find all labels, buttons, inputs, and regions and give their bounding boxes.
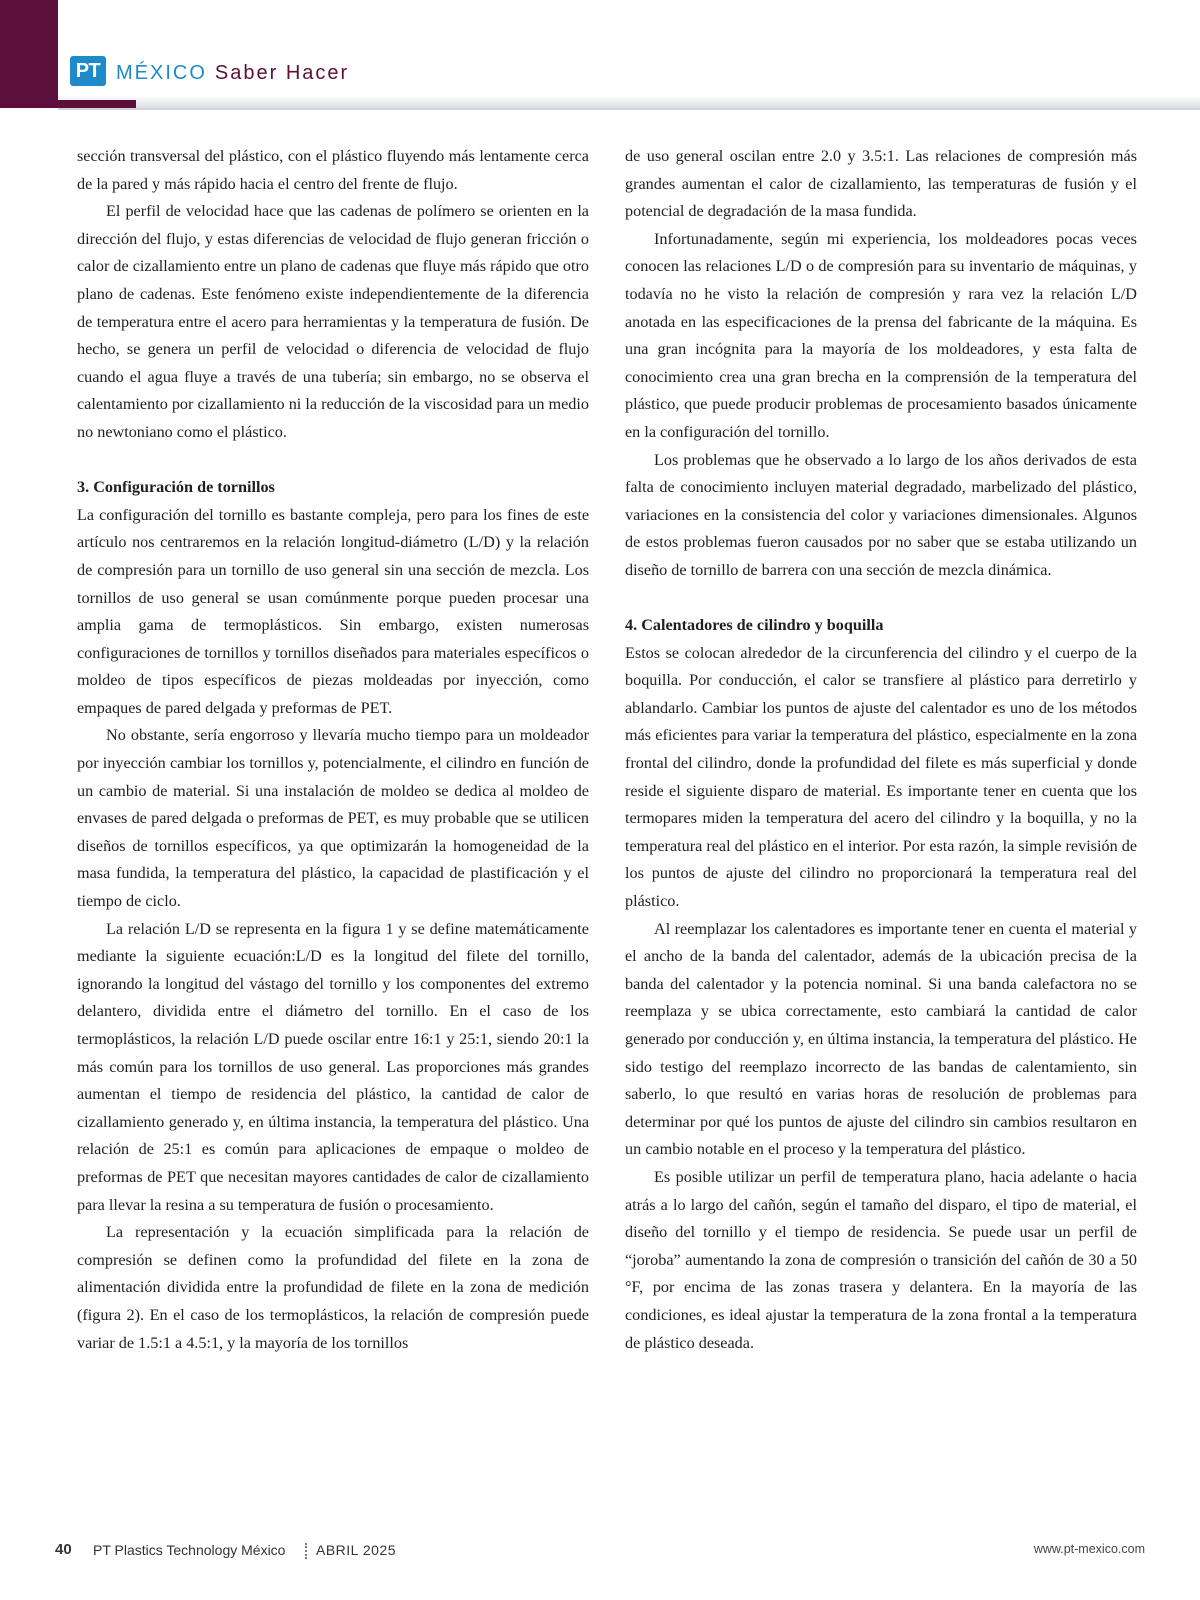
section-heading-screw-config: 3. Configuración de tornillos: [77, 478, 275, 497]
paragraph: de uso general oscilan entre 2.0 y 3.5:1. Las relaciones de compresión más grandes aumentan el calor de cizallamiento, las temperaturas de fusión y el potencial de degradación de la masa fundida.: [625, 147, 1137, 221]
paragraph: Al reemplazar los calentadores es importante tener en cuenta el material y el ancho de la banda del calentador, además de la ubicación precisa de la banda del calentador y la potencia nominal. Si una banda calefactora no se reemplaza y se ubica correctamente, esto cambiará la cantidad de calor generado por conducción y, en última instancia, la temperatura del plástico. He sido testigo del reemplazo incorrecto de las bandas de calentamiento, sin saberlo, lo que resultó en varias horas de resolución de problemas para determinar por qué los puntos de ajuste del cilindro sin cambios resultaron en un cambio notable en el proceso y la temperatura del plástico.: [625, 919, 1137, 1159]
paragraph: La relación L/D se representa en la figura 1 y se define matemáticamente mediante la siguiente ecuación:L/D es la longitud del filete del tornillo, ignorando la longitud del vástago del tornillo y los componentes del extremo delantero, dividida entre el diámetro del tornillo. En el caso de los termoplásticos, la relación L/D puede oscilar entre 16:1 y 25:1, siendo 20:1 la más común para los tornillos de uso general. Las proporciones más grandes aumentan el tiempo de residencia del plástico, la cantidad de calor de cizallamiento generado y, en última instancia, la temperatura del plástico. Una relación de 25:1 es común para aplicaciones de empaque o moldeo de preformas de PET que necesitan mayores cantidades de calor de cizallamiento para llevar la resina a su temperatura de fusión o procesamiento.: [77, 919, 589, 1214]
paragraph: sección transversal del plástico, con el plástico fluyendo más lentamente cerca de la pared y más rápido hacia el centro del frente de flujo.: [77, 147, 589, 193]
paragraph: La representación y la ecuación simplificada para la relación de compresión se definen como la profundidad del filete en la zona de alimentación dividida entre la profundidad de filete en la zona de medición (figura 2). En el caso de los termoplásticos, la relación de compresión puede variar de 1.5:1 a 4.5:1, y la mayoría de los tornillos: [77, 1223, 589, 1352]
section-heading-heaters: 4. Calentadores de cilindro y boquilla: [625, 616, 884, 635]
paragraph: Los problemas que he observado a lo largo de los años derivados de esta falta de conocimiento incluyen material degradado, marbelizado del plástico, variaciones en la consistencia del color y variaciones dimensionales. Algunos de estos problemas fueron causados por no saber que se estaba utilizando un diseño de tornillo de barrera con una sección de mezcla dinámica.: [625, 450, 1137, 579]
paragraph: Infortunadamente, según mi experiencia, los moldeadores pocas veces conocen las relaciones L/D o de compresión para su inventario de máquinas, y todavía no he visto la relación de compresión y rara vez la relación L/D anotada en las especificaciones de la prensa del fabricante de la máquina. Es una gran incógnita para la mayoría de los moldeadores, y esta falta de conocimiento crea una gran brecha en la comprensión de la temperatura del plástico, que puede producir problemas de procesamiento basados únicamente en la configuración del tornillo.: [625, 229, 1137, 441]
magazine-name: PT Plastics Technology México: [93, 1542, 286, 1558]
website-link[interactable]: www.pt-mexico.com: [1033, 1542, 1145, 1556]
issue-date: ABRIL 2025: [316, 1542, 396, 1558]
paragraph: La configuración del tornillo es bastante compleja, pero para los fines de este artículo nos centraremos en la relación longitud-diámetro (L/D) y la relación de compresión para un tornillo de uso general sin una sección de mezcla. Los tornillos de uso general se usan comúnmente porque pueden procesar una amplia gama de termoplásticos. Sin embargo, existen numerosas configuraciones de tornillos y tornillos diseñados para materiales específicos o moldeo de tipos específicos de piezas moldeadas por inyección, como empaques de pared delgada y preformas de PET.: [77, 505, 589, 717]
left-column: [77, 143, 589, 1357]
section-title: [116, 62, 349, 85]
pt-logo: PT: [70, 56, 106, 86]
section-topic: Saber Hacer: [214, 62, 350, 84]
paragraph: No obstante, sería engorroso y llevaría mucho tiempo para un moldeador por inyección cambiar los tornillos y, potencialmente, el cilindro en función de un cambio de material. Si una instalación de moldeo se dedica al moldeo de envases de pared delgada o preformas de PET, es muy probable que se utilicen diseños de tornillos específicos, ya que optimizarán la homogeneidad de la masa fundida, la temperatura del plástico, la capacidad de plastificación y el tiempo de ciclo.: [77, 726, 589, 911]
paragraph: El perfil de velocidad hace que las cadenas de polímero se orienten en la dirección del flujo, y estas diferencias de velocidad de flujo generan fricción o calor de cizallamiento entre un plano de cadenas que fluye más rápido que otro plano de cadenas. Este fenómeno existe independientemente de la diferencia de temperatura entre el acero para herramientas y la temperatura de fusión. De hecho, se genera un perfil de velocidad o diferencia de velocidad de flujo cuando el agua fluye a través de una tubería; sin embargo, no se observa el calentamiento por cizallamiento ni la reducción de la viscosidad para un medio no newtoniano como el plástico.: [77, 202, 589, 441]
right-column: [625, 143, 1137, 1357]
paragraph: Es posible utilizar un perfil de temperatura plano, hacia adelante o hacia atrás a lo largo del cañón, según el tamaño del disparo, el tipo de material, el diseño del tornillo y el tiempo de residencia. Se puede usar un perfil de “joroba” aumentando la zona de compresión o transición del cañón de 30 a 50 °F, por encima de las zonas trasera y delantera. En la mayoría de las condiciones, es ideal ajustar la temperatura de la zona frontal a la temperatura de plástico deseada.: [625, 1167, 1137, 1352]
page-number: 40: [55, 1541, 72, 1558]
page-footer: [0, 1541, 1200, 1565]
footer-divider: [305, 1543, 307, 1559]
header-accent-bar: [0, 0, 58, 108]
page-header: [58, 0, 1200, 110]
section-country: MÉXICO: [116, 62, 207, 84]
paragraph: Estos se colocan alrededor de la circunferencia del cilindro y el cuerpo de la boquilla. Por conducción, el calor se transfiere al plástico para derretirlo y ablandarlo. Cambiar los puntos de ajuste del calentador es uno de los métodos más eficientes para variar la temperatura del plástico, especialmente en la zona frontal del cilindro, donde la profundidad del filete es más superficial y donde reside el siguiente disparo de material. Es importante tener en cuenta que los termopares miden la temperatura del acero del cilindro y la boquilla, y no la temperatura real del plástico en el interior. Por esta razón, la simple revisión de los puntos de ajuste del cilindro no proporcionará la temperatura real del plástico.: [625, 643, 1137, 911]
